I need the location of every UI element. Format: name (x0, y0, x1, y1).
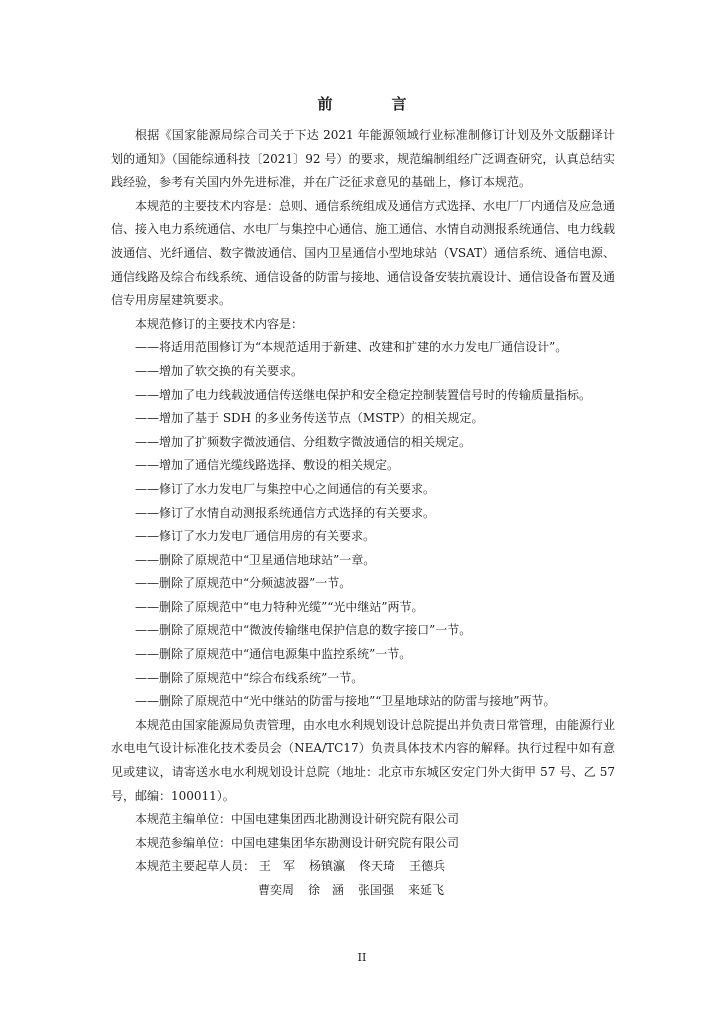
drafters-row-2 (111, 879, 615, 903)
revision-item: ——将适用范围修订为“本规范适用于新建、改建和扩建的水力发电厂通信设计”。 (135, 340, 568, 355)
revision-item: ——修订了水力发电厂与集控中心之间通信的有关要求。 (135, 481, 436, 496)
page-number: II (357, 951, 367, 964)
revision-item: ——增加了通信光缆线路选择、敷设的相关规定。 (135, 458, 400, 473)
revision-item: ——增加了扩频数字微波通信、分组数字微波通信的相关规定。 (135, 434, 472, 449)
management-paragraph: 本规范由国家能源局负责管理，由水电水利规划设计总院提出并负责日常管理，由能源行业水电电气设计标准化技术委员会（NEA/TC17）负责具体技术内容的解释。执行过程中如有意见或建议，请寄送水电水利规划设计总院（地址：北京市东城区安定门外大街甲 57 号、乙 57 号，邮编：100011）。 (111, 717, 616, 803)
revision-item: ——删除了原规范中“微波传输继电保护信息的数字接口”一节。 (135, 623, 472, 638)
drafter-name: 徐 涵 (308, 883, 345, 897)
revision-intro: 本规范修订的主要技术内容是： (135, 316, 304, 331)
drafters-label: 本规范主要起草人员： (135, 859, 256, 874)
revision-item: ——增加了电力线载波通信传送继电保护和安全稳定控制装置信号时的传输质量指标。 (135, 387, 592, 402)
drafter-name: 来延飞 (408, 883, 445, 897)
revision-item: ——修订了水情自动测报系统通信方式选择的有关要求。 (135, 505, 436, 520)
drafter-name: 佟天琦 (359, 859, 396, 874)
participating-unit: 本规范参编单位：中国电建集团华东勘测设计研究院有限公司 (135, 835, 460, 850)
drafter-name: 王 军 (259, 859, 296, 874)
revision-item: ——删除了原规范中“分频滤波器”一节。 (135, 576, 352, 591)
drafter-name: 曹奕周 (258, 883, 295, 897)
chief-editor-unit: 本规范主编单位：中国电建集团西北勘测设计研究院有限公司 (135, 812, 460, 827)
revision-item: ——删除了原规范中“电力特种光缆”“光中继站”两节。 (135, 599, 424, 614)
revision-item: ——修订了水力发电厂通信用房的有关要求。 (135, 529, 376, 544)
drafters-row (111, 855, 615, 879)
page-title: 前 言 (317, 95, 429, 113)
intro-paragraph: 根据《国家能源局综合司关于下达 2021 年能源领域行业标准制修订计划及外文版翻译计划的通知》（国能综通科技〔2021〕92 号）的要求，规范编制组经广泛调查研究，认真总结实践经验，参考有关国内外先进标准，并在广泛征求意见的基础上，修订本规范。 (111, 128, 615, 190)
revision-item: ——删除了原规范中“综合布线系统”一节。 (135, 670, 364, 685)
document-body (111, 124, 615, 903)
main-content-paragraph: 本规范的主要技术内容是：总则、通信系统组成及通信方式选择、水电厂厂内通信及应急通信、接入电力系统通信、水电厂与集控中心通信、施工通信、水情自动测报系统通信、电力线载波通信、光纤通信、数字微波通信、国内卫星通信小型地球站（VSAT）通信系统、通信电源、通信线路及综合布线系统、通信设备的防雷与接地、通信设备安装抗震设计、通信设备布置及通信专用房屋建筑要求。 (111, 198, 616, 308)
revision-item: ——删除了原规范中“卫星通信地球站”一章。 (135, 552, 376, 567)
drafter-name: 王德兵 (409, 859, 446, 874)
revision-item: ——删除了原规范中“光中继站的防雷与接地”“卫星地球站的防雷与接地”两节。 (135, 694, 556, 709)
revision-item: ——增加了软交换的有关要求。 (135, 363, 304, 378)
drafter-name: 张国强 (358, 883, 395, 897)
revision-item: ——增加了基于 SDH 的多业务传送节点（MSTP）的相关规定。 (135, 411, 484, 426)
revision-item: ——删除了原规范中“通信电源集中监控系统”一节。 (135, 647, 412, 662)
drafter-name: 杨镇瀛 (309, 859, 346, 874)
